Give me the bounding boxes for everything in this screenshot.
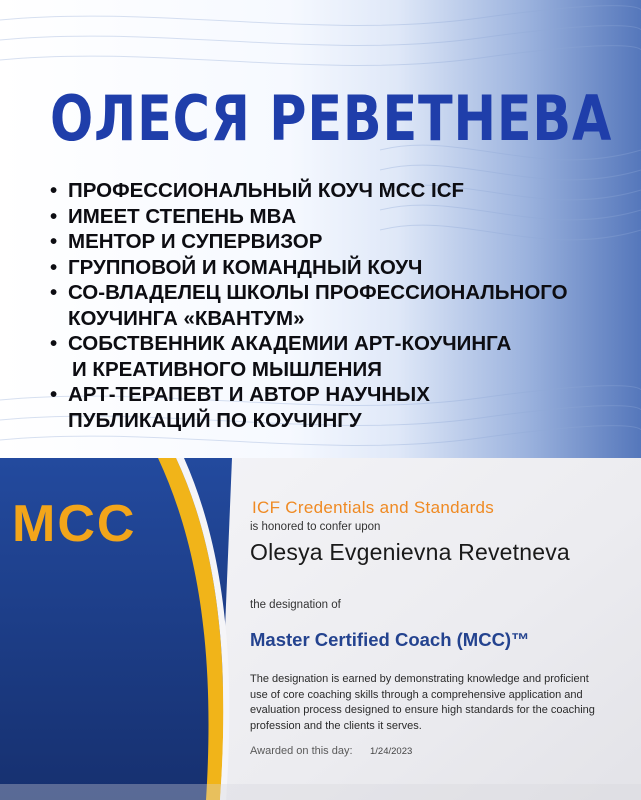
awarded-label: Awarded on this day:	[250, 745, 353, 757]
list-item-text-continued: И КРЕАТИВНОГО МЫШЛЕНИЯ	[72, 357, 382, 381]
certificate-recipient-name: Olesya Evgenievna Revetneva	[250, 539, 570, 565]
list-item-text-continued: КОУЧИНГА «КВАНТУМ»	[68, 306, 305, 330]
list-item-text: МЕНТОР И СУПЕРВИЗОР	[68, 230, 323, 253]
awarded-date: 1/24/2023	[370, 746, 413, 757]
bullet-icon: •	[50, 332, 58, 355]
list-item-text: СОБСТВЕННИК АКАДЕМИИ АРТ-КОУЧИНГА	[68, 332, 512, 355]
list-item	[50, 178, 568, 204]
certificate-organization: ICF Credentials and Standards	[252, 498, 495, 517]
list-item-text: АРТ-ТЕРАПЕВТ И АВТОР НАУЧНЫХ	[68, 383, 430, 406]
bullet-icon: •	[50, 230, 58, 253]
certificate-credential: Master Certified Coach (MCC)™	[250, 629, 530, 650]
certificate-designation-label: the designation of	[250, 599, 341, 611]
list-item	[50, 331, 568, 382]
list-item	[50, 204, 568, 230]
list-item-text: СО-ВЛАДЕЛЕЦ ШКОЛЫ ПРОФЕССИОНАЛЬНОГО	[68, 281, 568, 304]
description-line: use of core coaching skills through a comprehensive application and	[250, 688, 583, 701]
certificate-description	[250, 672, 635, 734]
list-item	[50, 280, 568, 331]
list-item-text: ИМЕЕТ СТЕПЕНЬ MBA	[68, 204, 297, 228]
list-item	[50, 382, 568, 433]
bullet-icon: •	[50, 383, 58, 406]
bullet-icon: •	[50, 281, 58, 304]
list-item	[50, 229, 568, 255]
list-item-text-continued: ПУБЛИКАЦИЙ ПО КОУЧИНГУ	[68, 408, 362, 432]
certificate-honored-line: is honored to confer upon	[250, 521, 381, 533]
credentials-list	[50, 178, 568, 433]
list-item-text: ПРОФЕССИОНАЛЬНЫЙ КОУЧ MCC ICF	[68, 179, 465, 202]
description-line: profession and the clients it serves.	[250, 719, 422, 732]
person-name-title: ОЛЕСЯ РЕВЕТНЕВА	[50, 82, 613, 155]
bullet-icon: •	[50, 179, 58, 202]
list-item	[50, 255, 568, 281]
bullet-icon: •	[50, 204, 58, 228]
mcc-logo: MCC	[12, 495, 137, 553]
list-item-text: ГРУППОВОЙ И КОМАНДНЫЙ КОУЧ	[68, 255, 423, 279]
bullet-icon: •	[50, 255, 58, 279]
description-line: evaluation process designed to ensure high standards for the coaching	[250, 704, 595, 716]
description-line: The designation is earned by demonstrating knowledge and proficient	[250, 673, 589, 685]
